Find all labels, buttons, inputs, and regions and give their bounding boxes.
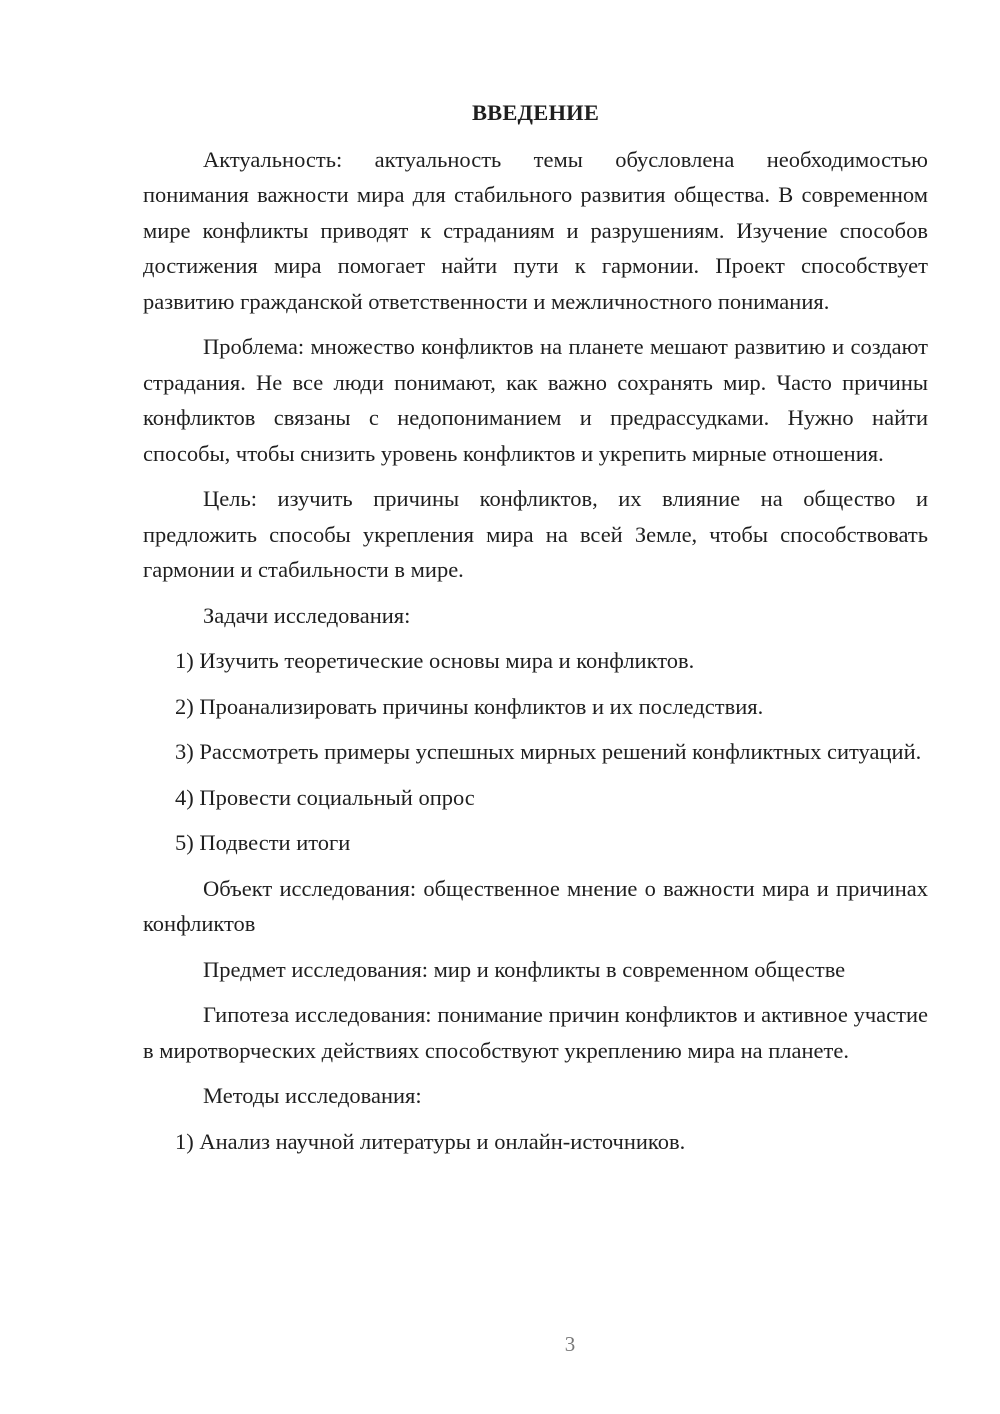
goal-paragraph: Цель: изучить причины конфликтов, их влияние на общество и предложить способы укрепления мира на всей Земле, чтобы способствовать гармонии и стабильности в мире. (143, 486, 928, 582)
task-item: 4) Провести социальный опрос (175, 784, 475, 810)
task-item: 5) Подвести итоги (175, 830, 351, 855)
task-item: 2) Проанализировать причины конфликтов и их последствия. (175, 693, 764, 719)
task-item: 3) Рассмотреть примеры успешных мирных решений конфликтных ситуаций. (175, 739, 922, 764)
task-item: 1) Изучить теоретические основы мира и конфликтов. (175, 648, 695, 673)
methods-label: Методы исследования: (203, 1083, 422, 1108)
page-number: 3 (564, 1332, 576, 1356)
page-content (143, 95, 928, 1169)
section-title: ВВЕДЕНИЕ (471, 100, 600, 125)
tasks-label: Задачи исследования: (203, 602, 411, 628)
hypothesis-paragraph: Гипотеза исследования: понимание причин конфликтов и активное участие в миротворческих действиях способствуют укреплению мира на планете. (143, 1002, 928, 1063)
problem-paragraph: Проблема: множество конфликтов на планете мешают развитию и создают страдания. Не все люди понимают, как важно сохранять мир. Часто причины конфликтов связаны с недопониманием и предрассудками. Нужно найти способы, чтобы снизить уровень конфликтов и укрепить мирные отношения. (143, 334, 928, 466)
subject-paragraph: Предмет исследования: мир и конфликты в современном обществе (203, 956, 846, 982)
object-paragraph: Объект исследования: общественное мнение о важности мира и причинах конфликтов (143, 875, 928, 936)
method-item: 1) Анализ научной литературы и онлайн-источников. (175, 1128, 686, 1154)
relevance-paragraph: Актуальность: актуальность темы обусловлена необходимостью понимания важности мира для стабильного развития общества. В современном мире конфликты приводят к страданиям и разрушениям. Изучение способов достижения мира помогает найти пути к гармонии. Проект способствует развитию гражданской ответственности и межличностного понимания. (143, 146, 928, 314)
